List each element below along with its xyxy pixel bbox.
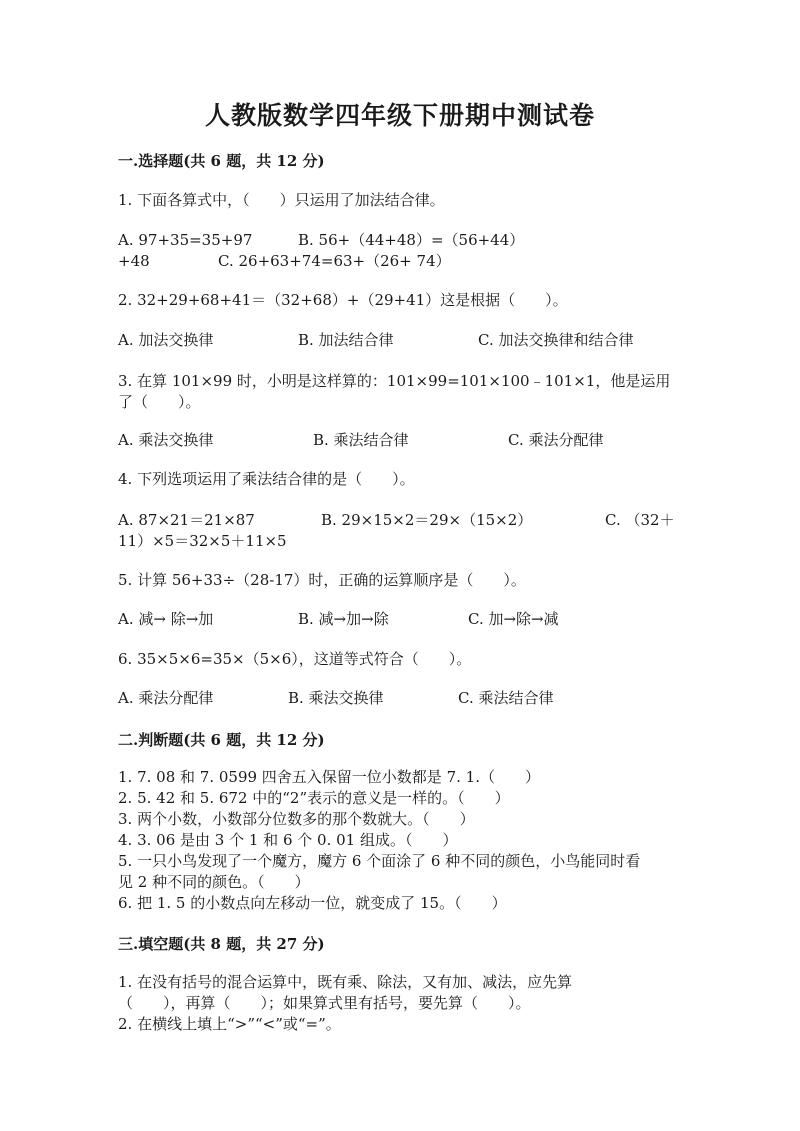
- q6-option-c: C. 乘法结合律: [458, 689, 554, 707]
- q2-option-a: A. 加法交换律: [118, 331, 214, 349]
- page-title: 人教版数学四年级下册期中测试卷: [204, 101, 595, 130]
- q1-option-a: A. 97+35=35+97: [118, 231, 253, 249]
- q3-option-b: B. 乘法结合律: [313, 431, 409, 449]
- question-3-stem: 3. 在算 101×99 时，小明是这样算的：101×99=101×100﹣101×1，他是运用: [118, 372, 671, 390]
- q4-option-c-continued: 11）×5＝32×5＋11×5: [118, 532, 287, 550]
- q2-option-b: B. 加法结合律: [298, 331, 394, 349]
- q6-option-a: A. 乘法分配律: [118, 689, 214, 707]
- q1-option-b-continued: +48: [118, 252, 150, 270]
- q5-option-b: B. 减→加→除: [298, 610, 389, 628]
- q4-option-a: A. 87×21＝21×87: [118, 511, 255, 529]
- section-heading-judgement: 二.判断题(共 6 题，共 12 分): [118, 731, 325, 749]
- q1-option-b: B. 56+（44+48）=（56+44）: [298, 231, 525, 249]
- q5-option-c: C. 加→除→减: [468, 610, 559, 628]
- judgement-item-continued: 见 2 种不同的颜色。（ ）: [118, 873, 310, 891]
- fill-in-item-continued: （ ），再算（ ）；如果算式里有括号，要先算（ ）。: [118, 994, 531, 1012]
- judgement-item: 1. 7. 08 和 7. 0599 四舍五入保留一位小数都是 7. 1.（ ）: [118, 768, 540, 786]
- judgement-item: 2. 5. 42 和 5. 672 中的“2”表示的意义是一样的。（ ）: [118, 789, 510, 807]
- question-2-stem: 2. 32+29+68+41＝（32+68）+（29+41）这是根据（ ）。: [118, 291, 568, 309]
- q6-option-b: B. 乘法交换律: [288, 689, 384, 707]
- question-4-stem: 4. 下列选项运用了乘法结合律的是（ ）。: [118, 470, 415, 488]
- question-3-stem-continued: 了（ ）。: [118, 393, 201, 411]
- fill-in-item: 2. 在横线上填上“>”“<”或“=”。: [118, 1015, 341, 1033]
- q5-option-a: A. 减→ 除→加: [118, 610, 214, 628]
- question-1-stem: 1. 下面各算式中，（ ）只运用了加法结合律。: [118, 191, 445, 209]
- q4-option-c: C. （32＋: [605, 511, 675, 529]
- q2-option-c: C. 加法交换律和结合律: [478, 331, 634, 349]
- q1-option-c: C. 26+63+74=63+（26+ 74）: [218, 252, 451, 270]
- q3-option-c: C. 乘法分配律: [508, 431, 604, 449]
- fill-in-item: 1. 在没有括号的混合运算中，既有乘、除法，又有加、减法，应先算: [118, 973, 573, 991]
- q3-option-a: A. 乘法交换律: [118, 431, 214, 449]
- q4-option-b: B. 29×15×2＝29×（15×2）: [321, 511, 533, 529]
- section-heading-choice: 一.选择题(共 6 题，共 12 分): [118, 152, 325, 170]
- question-5-stem: 5. 计算 56+33÷（28-17）时，正确的运算顺序是（ ）。: [118, 571, 526, 589]
- section-heading-fill-in: 三.填空题(共 8 题，共 27 分): [118, 935, 325, 953]
- judgement-item: 5. 一只小鸟发现了一个魔方，魔方 6 个面涂了 6 种不同的颜色，小鸟能同时看: [118, 852, 641, 870]
- question-6-stem: 6. 35×5×6=35×（5×6），这道等式符合（ ）。: [118, 650, 472, 668]
- judgement-item: 3. 两个小数，小数部分位数多的那个数就大。（ ）: [118, 810, 475, 828]
- judgement-item: 4. 3. 06 是由 3 个 1 和 6 个 0. 01 组成。（ ）: [118, 831, 458, 849]
- judgement-item: 6. 把 1. 5 的小数点向左移动一位，就变成了 15。（ ）: [118, 894, 507, 912]
